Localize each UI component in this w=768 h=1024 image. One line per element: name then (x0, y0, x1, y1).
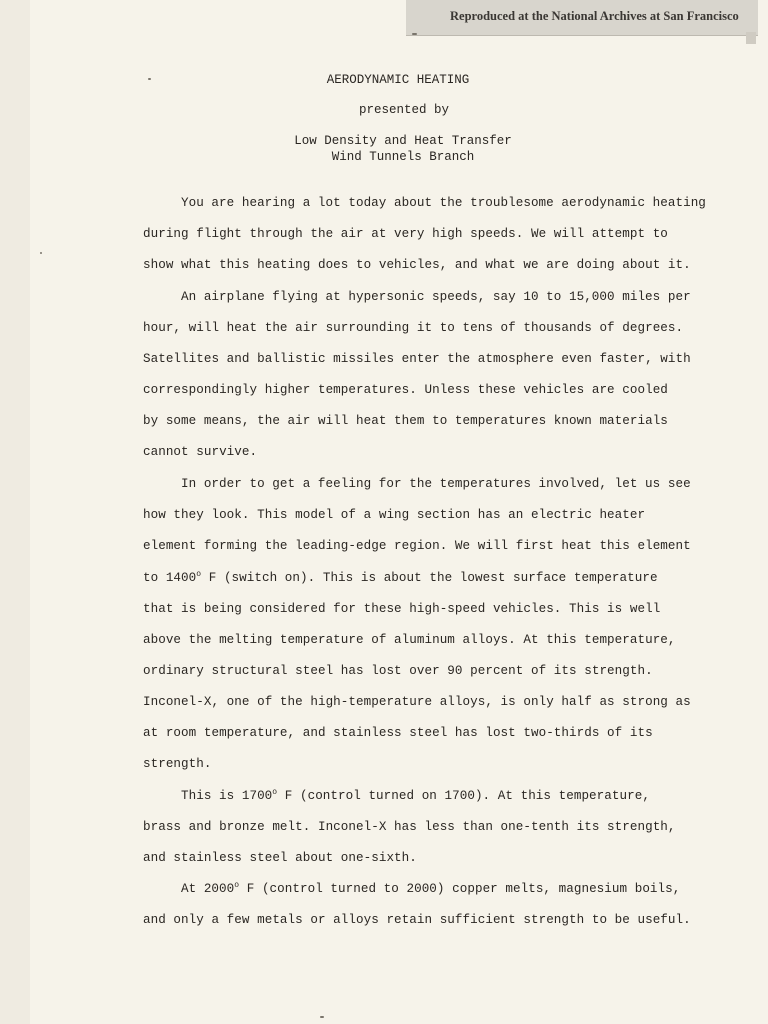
body-line: hour, will heat the air surrounding it to tens of thousands of degrees. (143, 321, 684, 335)
degree-sign: o (196, 570, 202, 579)
stamp-tab (746, 32, 756, 44)
temperature-value: to 1400 (143, 571, 197, 585)
body-line: show what this heating does to vehicles, and what we are doing about it. (143, 258, 691, 272)
body-line-tail: F (control turned to 2000) copper melts, magnesium boils, (239, 882, 681, 896)
scan-speck (40, 252, 42, 254)
body-line: during flight through the air at very high speeds. We will attempt to (143, 227, 668, 241)
body-line: brass and bronze melt. Inconel-X has less than one-tenth its strength, (143, 820, 676, 834)
degree-sign: o (272, 788, 278, 797)
body-line: by some means, the air will heat them to temperatures known materials (143, 414, 668, 428)
body-line: how they look. This model of a wing section has an electric heater (143, 508, 646, 522)
archive-stamp (406, 0, 758, 36)
body-line: correspondingly higher temperatures. Unless these vehicles are cooled (143, 383, 668, 397)
body-line: that is being considered for these high-speed vehicles. This is well (143, 602, 661, 616)
scan-speck (412, 33, 417, 35)
body-line: above the melting temperature of aluminum alloys. At this temperature, (143, 633, 676, 647)
degree-sign: o (234, 881, 240, 890)
body-line: cannot survive. (143, 445, 258, 459)
body-line: strength. (143, 757, 212, 771)
branch-line-2: Wind Tunnels Branch (331, 150, 475, 164)
body-line: You are hearing a lot today about the troublesome aerodynamic heating (181, 196, 706, 210)
presented-by: presented by (358, 103, 449, 117)
body-line: and stainless steel about one-sixth. (143, 851, 417, 865)
body-line: ordinary structural steel has lost over 90 percent of its strength. (143, 664, 653, 678)
body-line: Inconel-X, one of the high-temperature alloys, is only half as strong as (143, 695, 691, 709)
body-line-tail: F (control turned on 1700). At this temperature, (277, 789, 650, 803)
branch-line-1: Low Density and Heat Transfer (294, 134, 512, 148)
body-line: element forming the leading-edge region. We will first heat this element (143, 539, 691, 553)
body-line (181, 881, 680, 897)
body-line: Satellites and ballistic missiles enter the atmosphere even faster, with (143, 352, 691, 366)
temperature-value: At 2000 (181, 882, 235, 896)
scan-speck (320, 1016, 324, 1018)
body-line-tail: F (switch on). This is about the lowest surface temperature (201, 571, 658, 585)
body-line: In order to get a feeling for the temperatures involved, let us see (181, 477, 691, 491)
document-title: AERODYNAMIC HEATING (326, 73, 470, 87)
temperature-value: This is 1700 (181, 789, 273, 803)
body-line: An airplane flying at hypersonic speeds, say 10 to 15,000 miles per (181, 290, 691, 304)
body-line: and only a few metals or alloys retain sufficient strength to be useful. (143, 913, 691, 927)
archive-stamp-text: Reproduced at the National Archives at San Francisco (450, 9, 739, 23)
body-line (181, 788, 650, 804)
body-line: at room temperature, and stainless steel has lost two-thirds of its (143, 726, 653, 740)
body-line (143, 570, 658, 586)
